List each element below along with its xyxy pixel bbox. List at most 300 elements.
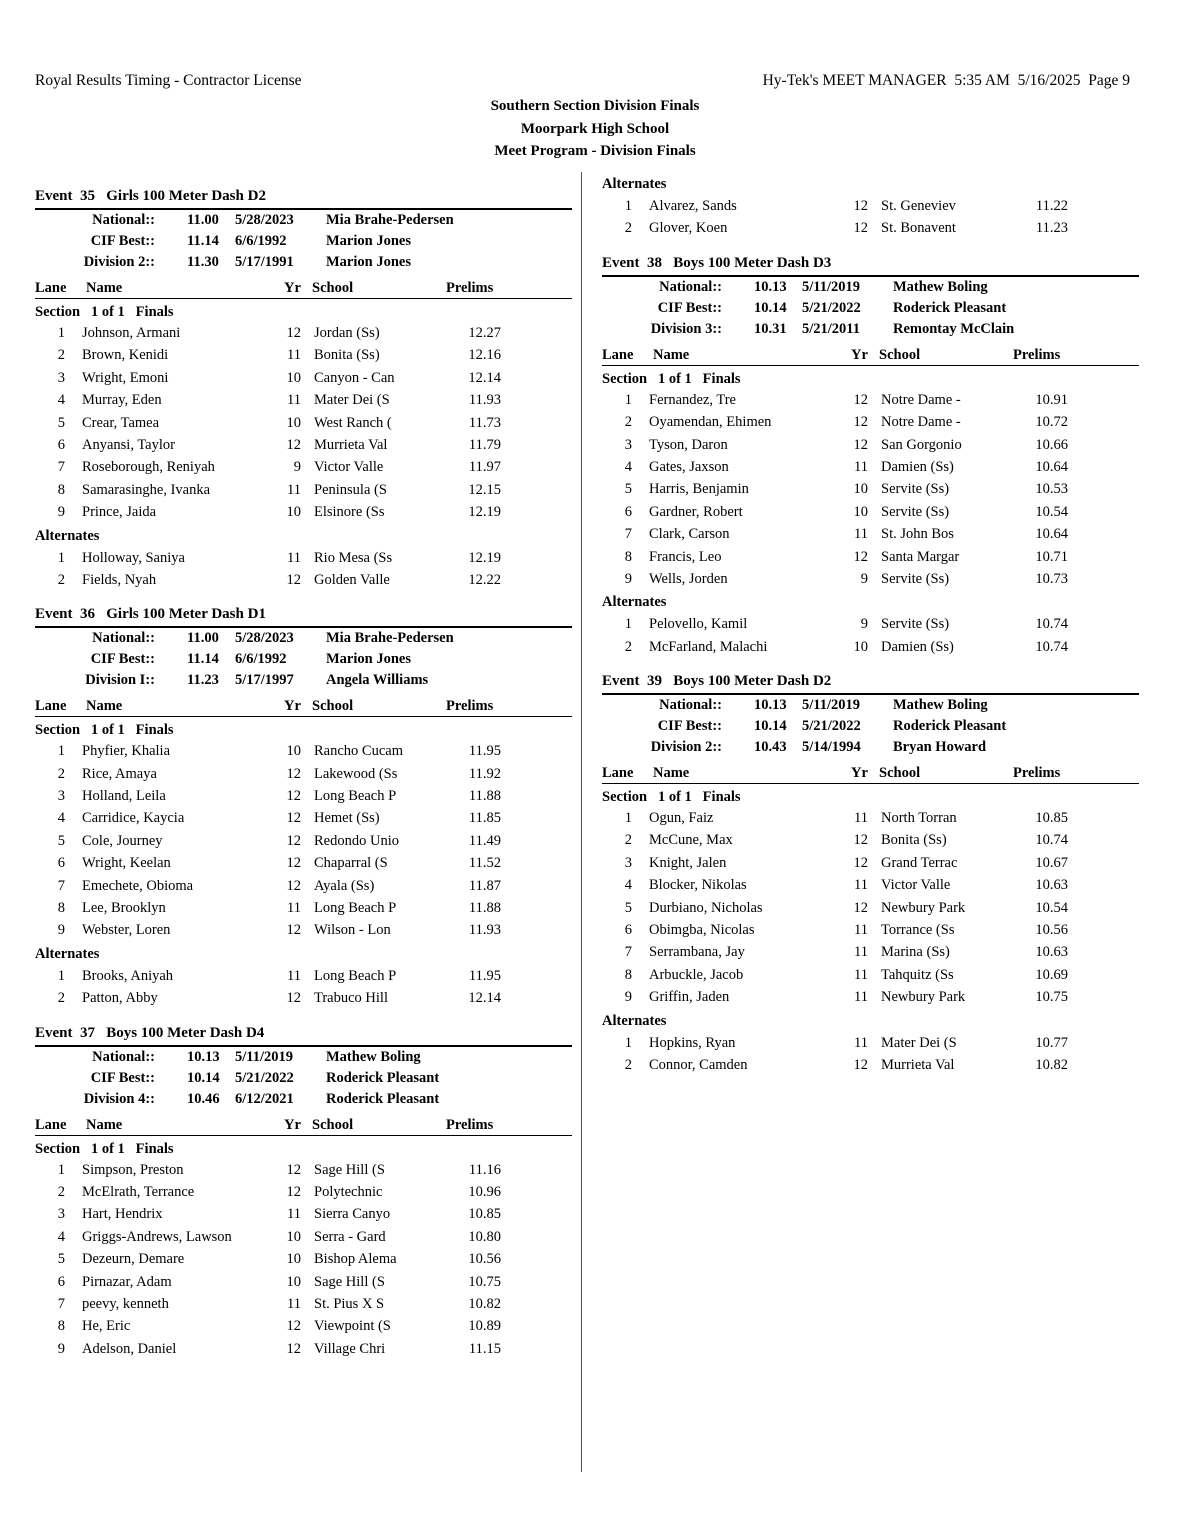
entry-lane: 3 [57,369,65,386]
column-headers [35,277,572,299]
entry-school: Grand Terrac [881,854,958,871]
entry-prelims: 11.95 [468,967,501,984]
event-block [35,603,575,1009]
entry-row [35,1203,575,1225]
entry-lane: 6 [57,436,65,453]
entry-prelims: 10.63 [1035,944,1068,961]
entry-lane: 6 [57,855,65,872]
entry-lane: 3 [624,854,632,871]
record-holder: Remontay McClain [893,320,1015,337]
entry-year: 12 [286,877,301,894]
header-license: Royal Results Timing - Contractor License [35,72,302,89]
col-name: Name [86,1116,123,1133]
entry-name: Phyfier, Khalia [82,743,171,760]
col-prelims: Prelims [446,698,494,715]
record-holder: Marion Jones [326,233,411,249]
entry-row [35,1271,575,1293]
record-holder: Angela Williams [326,672,429,689]
entry-lane: 2 [57,347,65,364]
entry-name: Brooks, Aniyah [82,967,174,984]
entry-school: Murrieta Val [881,1056,955,1073]
entry-school: Damien (Ss) [881,638,954,655]
entry-year: 12 [286,1161,301,1178]
col-yr: Yr [851,346,868,363]
entry-school: Bonita (Ss) [314,347,380,364]
entry-row [35,1315,575,1337]
entry-school: Ayala (Ss) [314,877,375,894]
entry-row [602,568,1142,590]
entry-name: Durbiano, Nicholas [649,899,763,916]
entry-school: Bonita (Ss) [881,832,947,849]
entry-name: McElrath, Terrance [82,1183,195,1200]
entry-year: 12 [853,220,868,237]
entry-row [35,389,575,411]
record-label: National:: [659,697,722,714]
entry-school: Serra - Gard [314,1228,386,1245]
entry-name: Carridice, Kaycia [82,810,185,827]
entry-prelims: 10.69 [1035,966,1068,983]
entry-row [602,434,1142,456]
entry-row [602,919,1142,941]
entry-school: Long Beach P [314,900,397,917]
entry-prelims: 11.22 [1035,198,1068,214]
record-label: Division 3:: [650,320,722,337]
entry-prelims: 10.71 [1035,548,1068,565]
col-prelims: Prelims [1013,765,1061,782]
record-row [602,319,1142,340]
entry-row [35,807,575,829]
record-mark: 10.14 [754,299,787,316]
entry-lane: 8 [57,900,65,917]
col-name: Name [653,346,690,363]
record-row [35,1068,575,1089]
record-date: 5/28/2023 [235,212,294,228]
entry-row [35,785,575,807]
section-label: Section 1 of 1 Finals [602,789,741,806]
entry-name: Connor, Camden [649,1056,748,1073]
entry-row [602,986,1142,1008]
entry-school: Peninsula (S [314,481,387,498]
entry-school: Elsinore (Ss [314,504,385,521]
entry-row [35,1248,575,1270]
entry-name: Harris, Benjamin [649,481,749,498]
entry-name: Hopkins, Ryan [649,1034,736,1051]
entry-lane: 1 [624,198,632,214]
entry-prelims: 11.92 [468,765,501,782]
entry-lane: 1 [57,549,65,566]
entry-row [35,987,575,1009]
record-holder: Roderick Pleasant [893,299,1007,316]
entry-lane: 6 [624,503,632,520]
entry-row [602,546,1142,568]
entry-name: Wright, Keelan [82,855,171,872]
header-meet-manager: Hy-Tek's MEET MANAGER 5:35 AM 5/16/2025 Page 9 [762,72,1130,89]
record-holder: Mathew Boling [893,697,988,714]
col-school: School [312,1116,354,1133]
entry-lane: 9 [624,570,632,587]
entry-lane: 2 [624,832,632,849]
entry-year: 12 [853,198,868,214]
entry-school: Wilson - Lon [314,922,391,939]
entry-prelims: 11.85 [468,810,501,827]
entry-name: Obimgba, Nicolas [649,922,755,939]
entry-prelims: 10.64 [1035,526,1068,543]
entry-row [602,874,1142,896]
entry-school: Rancho Cucam [314,743,403,760]
entry-row [602,941,1142,963]
entry-prelims: 10.64 [1035,458,1068,475]
entry-prelims: 10.75 [1035,989,1068,1006]
alternates-label: Alternates [35,945,100,962]
entry-name: Gates, Jaxson [649,458,729,475]
entry-prelims: 12.19 [468,504,501,521]
entry-school: Tahquitz (Ss [881,966,954,983]
entry-school: St. John Bos [881,526,954,543]
alternates-label: Alternates [602,176,667,192]
entry-lane: 4 [57,392,65,409]
entry-lane: 5 [624,481,632,498]
col-school: School [312,280,354,296]
entry-row [602,456,1142,478]
entry-year: 11 [854,1034,868,1051]
entry-row [602,636,1142,658]
entry-name: Fields, Nyah [82,571,157,588]
entry-year: 11 [854,810,868,827]
entry-prelims: 11.88 [468,788,501,805]
entry-school: Torrance (Ss [881,922,955,939]
entry-school: Servite (Ss) [881,481,950,498]
event-title: Event 37 Boys 100 Meter Dash D4 [35,1022,572,1047]
entry-lane: 9 [57,922,65,939]
record-label: Division 2:: [650,739,722,756]
entry-lane: 8 [57,1318,65,1335]
entry-row [602,389,1142,411]
col-lane: Lane [602,765,634,782]
entry-name: He, Eric [82,1318,131,1335]
entry-lane: 2 [57,990,65,1007]
entry-lane: 4 [624,458,632,475]
record-row [35,1089,575,1110]
record-holder: Roderick Pleasant [893,718,1007,735]
entry-lane: 4 [57,810,65,827]
entry-prelims: 10.72 [1035,414,1068,431]
entry-prelims: 10.53 [1035,481,1068,498]
col-school: School [879,765,921,782]
entry-school: Sage Hill (S [314,1273,385,1290]
entry-row [602,1054,1142,1076]
entry-school: Servite (Ss) [881,616,950,633]
entry-school: Chaparral (S [314,855,388,872]
entry-name: Alvarez, Sands [649,198,737,214]
entry-row [35,434,575,456]
event-block [35,1022,575,1361]
entry-name: Brown, Kenidi [82,347,169,364]
entry-row [602,501,1142,523]
entry-lane: 1 [624,810,632,827]
entry-lane: 7 [624,944,632,961]
entry-row [35,344,575,366]
record-holder: Mathew Boling [326,1048,421,1065]
event-title: Event 35 Girls 100 Meter Dash D2 [35,185,572,210]
entry-row [602,1032,1142,1054]
entry-prelims: 11.93 [468,392,501,409]
entry-name: Patton, Abby [82,990,158,1007]
record-row [602,737,1142,758]
entry-prelims: 10.75 [468,1273,501,1290]
entry-school: Sierra Canyo [314,1206,391,1223]
page-titles [0,95,1190,163]
record-mark: 11.23 [187,672,219,689]
entry-school: Polytechnic [314,1183,383,1200]
entry-lane: 6 [57,1273,65,1290]
entry-row [35,897,575,919]
record-date: 6/6/1992 [235,651,287,668]
entry-name: Simpson, Preston [82,1161,184,1178]
entry-school: Bishop Alema [314,1251,397,1268]
col-yr: Yr [851,765,868,782]
entry-school: Damien (Ss) [881,458,954,475]
section-label: Section 1 of 1 Finals [35,722,174,739]
entry-row [602,829,1142,851]
entry-lane: 9 [624,989,632,1006]
record-holder: Mia Brahe-Pedersen [326,212,454,228]
record-mark: 10.43 [754,739,787,756]
column-headers [602,344,1139,366]
col-name: Name [86,698,123,715]
entry-row [35,1159,575,1181]
col-prelims: Prelims [446,1116,494,1133]
entry-lane: 1 [57,743,65,760]
entry-lane: 3 [624,436,632,453]
entry-prelims: 10.74 [1035,616,1068,633]
record-mark: 10.14 [187,1069,220,1086]
record-label: National:: [92,630,155,647]
entry-year: 12 [853,414,868,431]
entry-row [602,613,1142,635]
entry-year: 10 [853,481,868,498]
entry-prelims: 11.79 [468,436,501,453]
entry-year: 12 [286,765,301,782]
col-school: School [879,346,921,363]
record-mark: 10.13 [754,697,787,714]
entry-year: 12 [286,922,301,939]
entry-row [602,478,1142,500]
entry-row [602,411,1142,433]
entry-school: St. Pius X S [314,1295,385,1312]
column-headers [35,695,572,717]
record-label: CIF Best:: [90,651,155,668]
entry-school: Mater Dei (S [881,1034,957,1051]
record-label: Division I:: [85,672,155,689]
entry-name: Fernandez, Tre [649,391,736,408]
entry-school: Viewpoint (S [314,1318,391,1335]
entry-prelims: 10.63 [1035,877,1068,894]
entry-school: Murrieta Val [314,436,388,453]
entry-year: 12 [286,325,301,341]
entry-year: 12 [853,391,868,408]
entry-year: 10 [286,1251,301,1268]
section-label: Section 1 of 1 Finals [602,370,741,387]
entry-prelims: 11.49 [468,832,501,849]
entry-name: Blocker, Nikolas [649,877,747,894]
program-title: Meet Program - Division Finals [494,143,696,159]
event-title: Event 38 Boys 100 Meter Dash D3 [602,252,1139,277]
entry-name: Gardner, Robert [649,503,743,520]
entry-school: Village Chri [314,1340,386,1357]
entry-year: 10 [853,503,868,520]
record-date: 5/14/1994 [802,739,861,756]
column-headers [602,762,1139,784]
record-label: Division 4:: [83,1090,155,1107]
entry-name: Wright, Emoni [82,369,169,386]
record-date: 5/11/2019 [802,697,861,714]
record-mark: 11.00 [187,212,219,228]
col-prelims: Prelims [1013,346,1061,363]
entry-row [35,1226,575,1248]
entry-year: 11 [854,877,868,894]
entry-lane: 1 [57,967,65,984]
entry-school: Redondo Unio [314,832,399,849]
entry-name: Glover, Koen [649,220,728,237]
record-row [35,210,575,231]
entry-name: Griffin, Jaden [649,989,730,1006]
entry-row [35,479,575,501]
entry-lane: 2 [624,1056,632,1073]
entry-school: Jordan (Ss) [314,325,380,341]
entry-name: Wells, Jorden [649,570,728,587]
entry-school: Victor Valle [314,459,384,476]
entry-name: Pirnazar, Adam [82,1273,172,1290]
record-date: 5/21/2022 [235,1069,294,1086]
entry-lane: 2 [624,638,632,655]
record-row [602,277,1142,298]
entry-prelims: 12.14 [468,990,501,1007]
record-mark: 10.14 [754,718,787,735]
entry-school: Santa Margar [881,548,960,565]
entry-prelims: 10.82 [468,1295,501,1312]
entry-year: 12 [286,788,301,805]
entry-school: Victor Valle [881,877,951,894]
entry-prelims: 11.93 [468,922,501,939]
entry-lane: 4 [57,1228,65,1245]
record-mark: 11.00 [187,630,219,647]
entry-lane: 7 [57,459,65,476]
entry-year: 12 [853,899,868,916]
entry-name: Johnson, Armani [82,325,181,341]
entry-year: 11 [854,944,868,961]
entry-year: 10 [286,414,301,431]
entry-lane: 1 [57,1161,65,1178]
record-date: 5/11/2019 [802,278,861,295]
record-mark: 11.30 [187,254,219,270]
entry-prelims: 10.56 [468,1251,501,1268]
entry-row [35,1338,575,1360]
entry-prelims: 10.74 [1035,832,1068,849]
alternates-label: Alternates [602,594,667,611]
entry-prelims: 10.54 [1035,899,1068,916]
entry-year: 12 [286,1340,301,1357]
entry-year: 12 [286,810,301,827]
col-school: School [312,698,354,715]
entry-name: Prince, Jaida [82,504,157,521]
record-label: National:: [659,278,722,295]
entry-lane: 3 [57,1206,65,1223]
entry-prelims: 10.91 [1035,391,1068,408]
entry-lane: 2 [57,1183,65,1200]
entry-name: Anyansi, Taylor [82,436,175,453]
right-column [602,172,1142,1088]
column-headers [35,1114,572,1136]
col-yr: Yr [284,280,301,296]
record-date: 5/11/2019 [235,1048,294,1065]
entry-prelims: 11.87 [468,877,501,894]
entry-row [35,501,575,523]
entry-year: 12 [853,548,868,565]
entry-year: 9 [860,616,868,633]
entry-lane: 5 [57,414,65,431]
record-date: 5/17/1991 [235,254,294,270]
entry-lane: 9 [57,504,65,521]
entry-lane: 7 [57,1295,65,1312]
entry-row [35,1181,575,1203]
entry-lane: 3 [57,788,65,805]
entry-row [35,547,575,569]
entry-lane: 6 [624,922,632,939]
entry-prelims: 11.52 [468,855,501,872]
entry-prelims: 10.73 [1035,570,1068,587]
entry-year: 11 [287,900,301,917]
entry-prelims: 10.89 [468,1318,501,1335]
entry-name: Holland, Leila [82,788,166,805]
entry-school: Sage Hill (S [314,1161,385,1178]
entry-prelims: 11.95 [468,743,501,760]
entry-row [35,412,575,434]
entry-prelims: 11.23 [1035,220,1068,237]
entry-lane: 1 [624,1034,632,1051]
record-row [602,298,1142,319]
entry-prelims: 10.66 [1035,436,1068,453]
record-mark: 10.13 [754,278,787,295]
entry-row [35,367,575,389]
entry-year: 12 [286,855,301,872]
entry-name: Arbuckle, Jacob [649,966,744,983]
entry-prelims: 12.14 [468,369,501,386]
entry-school: Rio Mesa (Ss [314,549,393,566]
meet-title: Southern Section Division Finals [490,98,700,114]
entry-name: Tyson, Daron [649,436,728,453]
entry-row [35,322,575,344]
record-mark: 10.13 [187,1048,220,1065]
col-name: Name [653,765,690,782]
record-row [35,649,575,670]
entry-name: Cole, Journey [82,832,163,849]
entry-lane: 4 [624,877,632,894]
entry-year: 12 [286,1183,301,1200]
event-block [35,185,575,591]
entry-year: 9 [293,459,301,476]
entry-row [602,217,1142,239]
entry-prelims: 11.97 [468,459,501,476]
entry-year: 11 [854,458,868,475]
entry-row [35,965,575,987]
record-row [35,628,575,649]
entry-row [35,569,575,591]
entry-year: 11 [287,1295,301,1312]
entry-year: 11 [854,922,868,939]
entry-row [35,875,575,897]
entry-lane: 5 [57,832,65,849]
entry-year: 12 [286,832,301,849]
